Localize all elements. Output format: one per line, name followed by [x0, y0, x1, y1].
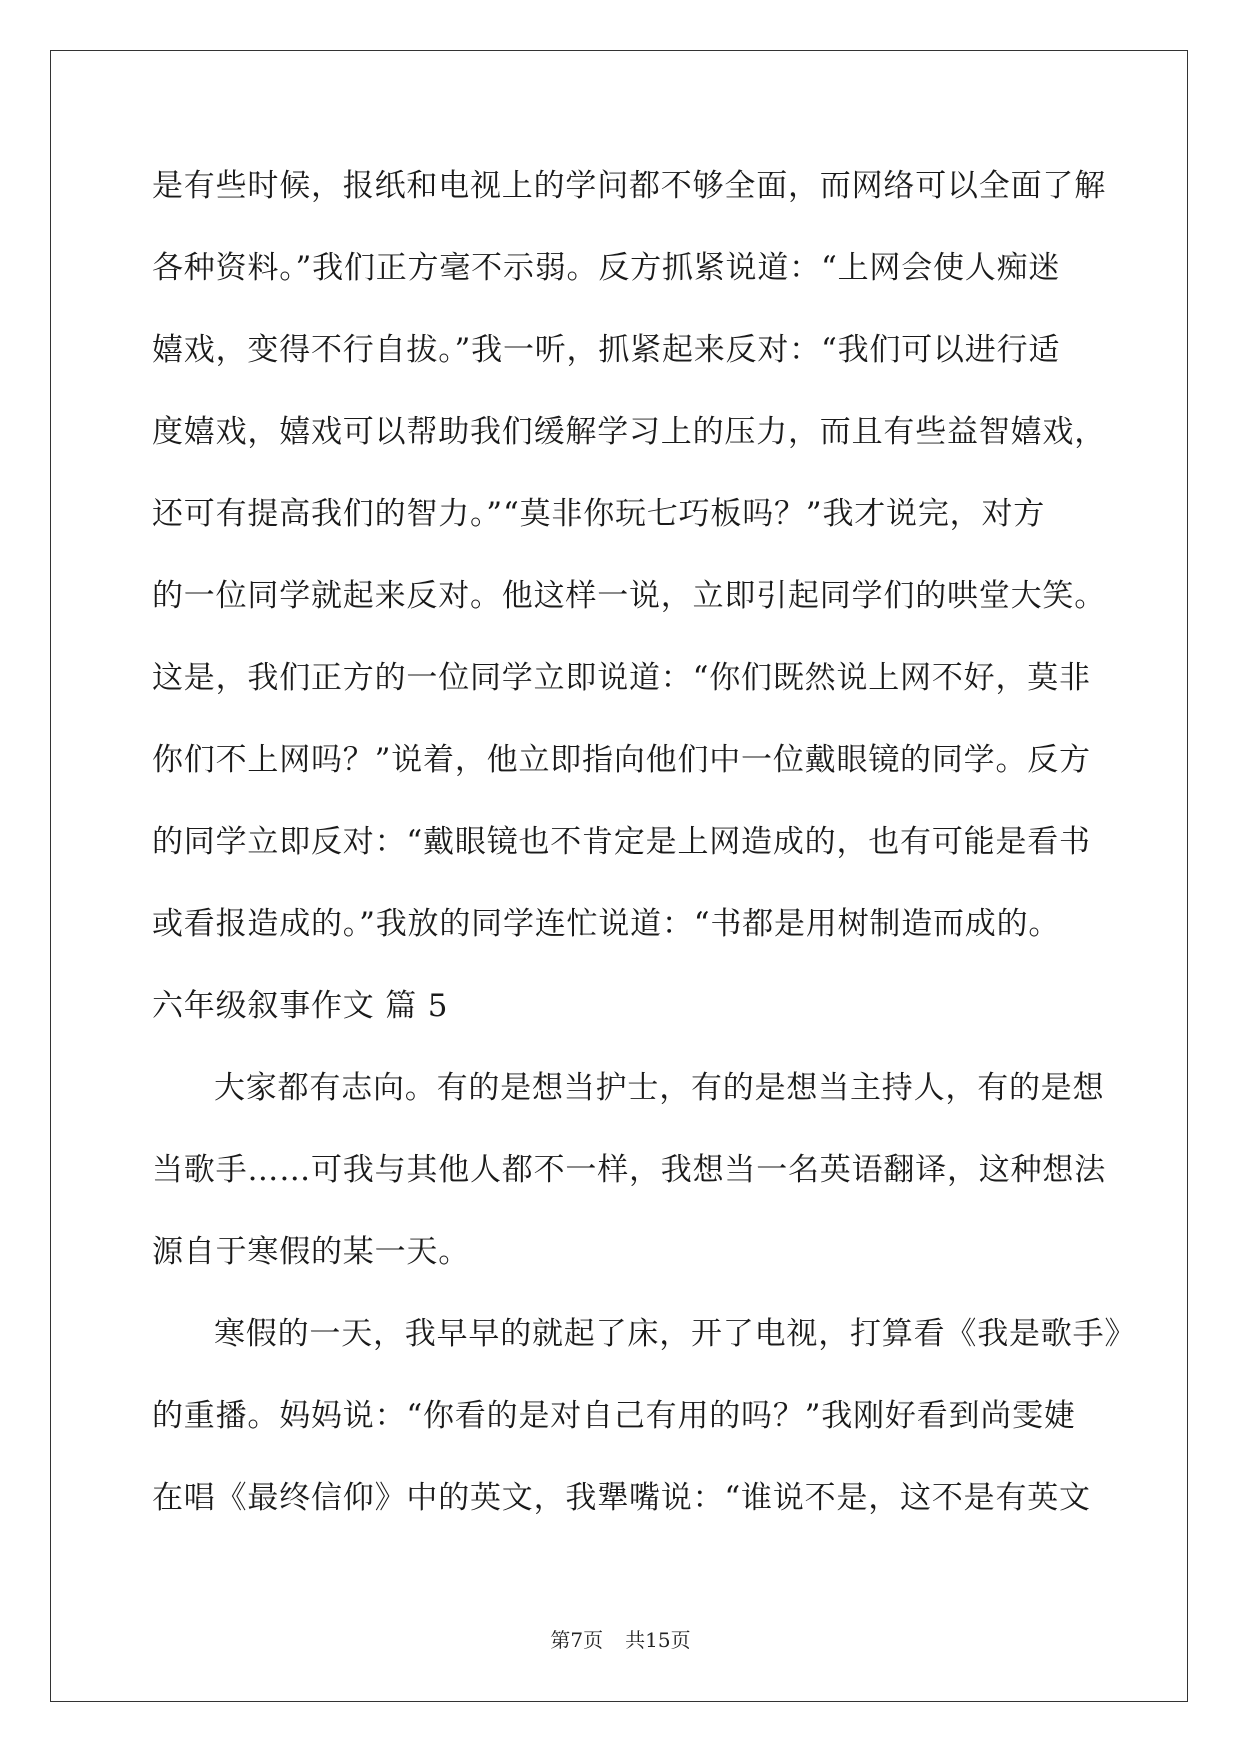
page-total: 共15页	[625, 1628, 691, 1652]
text-line: 是有些时候，报纸和电视上的学问都不够全面，而网络可以全面了解	[152, 168, 1106, 204]
page-footer	[0, 1624, 1241, 1653]
page-number: 第7页	[550, 1628, 604, 1652]
text-line: 的一位同学就起来反对。他这样一说，立即引起同学们的哄堂大笑。	[152, 578, 1106, 614]
text-line: 的重播。妈妈说：“你看的是对自己有用的吗？”我刚好看到尚雯婕	[152, 1398, 1076, 1434]
text-line: 在唱《最终信仰》中的英文，我犟嘴说：“谁说不是，这不是有英文	[152, 1480, 1091, 1516]
text-line: 大家都有志向。有的是想当护士，有的是想当主持人，有的是想	[214, 1070, 1105, 1106]
document-body	[152, 166, 1137, 1560]
text-line: 源自于寒假的某一天。	[152, 1234, 470, 1270]
section-heading: 六年级叙事作文 篇 5	[152, 988, 449, 1024]
text-line: 你们不上网吗？”说着，他立即指向他们中一位戴眼镜的同学。反方	[152, 742, 1091, 778]
text-line: 或看报造成的。”我放的同学连忙说道：“书都是用树制造而成的。	[152, 906, 1061, 942]
text-line: 这是，我们正方的一位同学立即说道：“你们既然说上网不好，莫非	[152, 660, 1091, 696]
continued-paragraph	[152, 166, 1106, 944]
paragraph-2	[152, 1314, 1137, 1518]
text-line: 各种资料。”我们正方毫不示弱。反方抓紧说道：“上网会使人痴迷	[152, 250, 1061, 286]
paragraph-1	[152, 1068, 1106, 1272]
text-line: 的同学立即反对：“戴眼镜也不肯定是上网造成的，也有可能是看书	[152, 824, 1091, 860]
text-line: 嬉戏，变得不行自拔。”我一听，抓紧起来反对：“我们可以进行适	[152, 332, 1061, 368]
text-line: 寒假的一天，我早早的就起了床，开了电视，打算看《我是歌手》	[214, 1316, 1137, 1352]
text-line: 还可有提高我们的智力。”“莫非你玩七巧板吗？”我才说完，对方	[152, 496, 1046, 532]
text-line: 当歌手……可我与其他人都不一样，我想当一名英语翻译，这种想法	[152, 1152, 1106, 1188]
text-line: 度嬉戏，嬉戏可以帮助我们缓解学习上的压力，而且有些益智嬉戏，	[152, 414, 1106, 450]
